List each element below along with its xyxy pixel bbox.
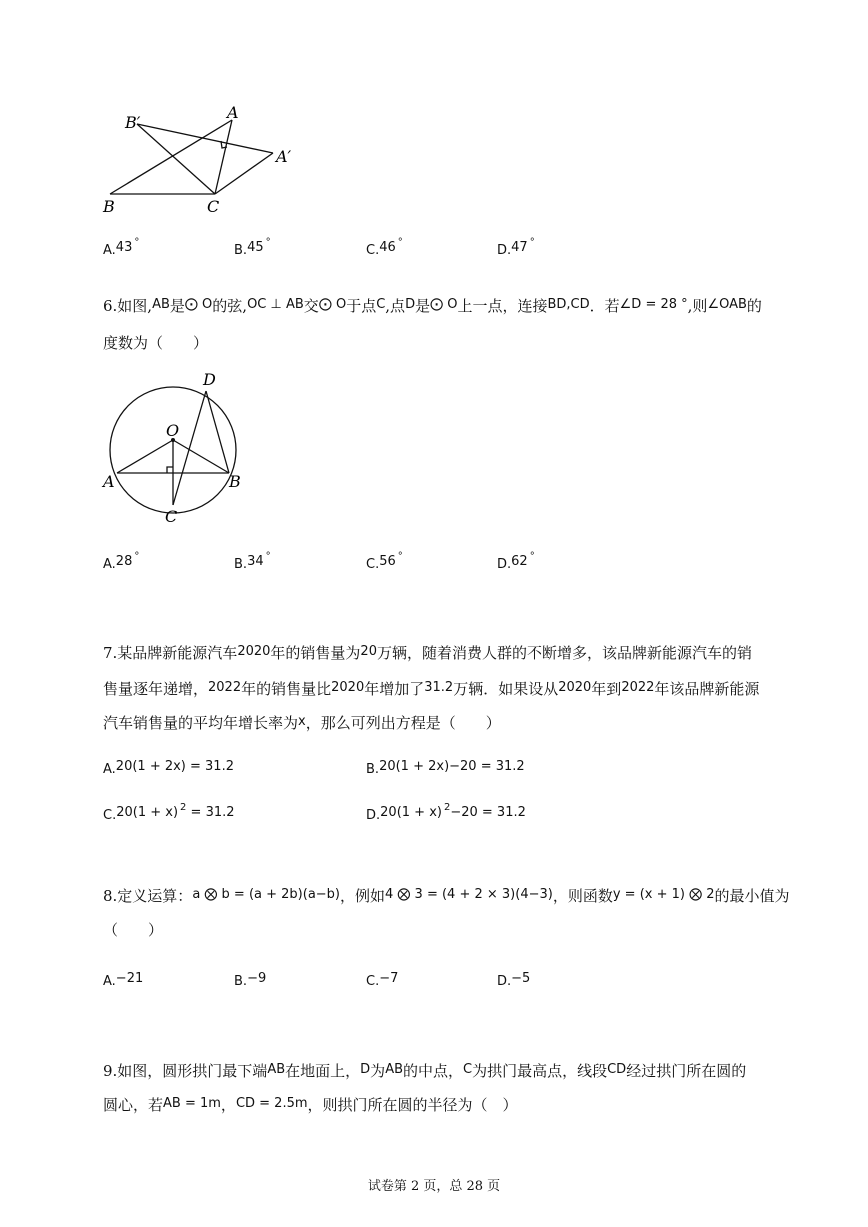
q7-stem-line1: 7.某品牌新能源汽车2020年的销售量为20万辆，随着消费人群的不断增多，该品牌新能源汽车的销 (103, 644, 752, 662)
label-B: B (103, 197, 115, 215)
label-A: A (103, 472, 115, 491)
q8-stem-line1: 8.定义运算：a ⨂ b = (a + 2b)(a−b)，例如4 ⨂ 3 = (4 + 2 × 3)(4−3)，则函数y = (x + 1) ⨂ 2的最小值为 (103, 887, 790, 905)
q5-option-a[interactable]: A.43 ° (103, 237, 140, 258)
q7-option-c[interactable]: C.20(1 + x) $^2$ = 31.2 (103, 802, 235, 823)
q8-option-b[interactable]: B.−9 (234, 971, 267, 989)
q6-option-a[interactable]: A.28 ° (103, 551, 140, 572)
q8-stem-line2: （ ） (103, 921, 164, 939)
segment-BpC (137, 124, 215, 194)
q5-option-c[interactable]: C.46 ° (366, 237, 403, 258)
label-C: C (165, 507, 178, 526)
q6-option-b[interactable]: B.34 ° (234, 551, 271, 572)
q7-stem-line3: 汽车销售量的平均年增长率为x，那么可列出方程是（ ） (103, 714, 501, 732)
q6-stem-line2: 度数为（ ） (103, 334, 209, 352)
segment-AC (215, 120, 232, 194)
q5-option-b[interactable]: B.45 ° (234, 237, 271, 258)
segment-BpAp (137, 124, 273, 153)
page-footer: 试卷第 2 页，总 28 页 (367, 1179, 501, 1194)
q6-option-c[interactable]: C.56 ° (366, 551, 403, 572)
segment-OA (117, 440, 173, 473)
q8-option-d[interactable]: D.−5 (497, 971, 531, 989)
label-Ap: A′ (276, 147, 292, 166)
label-B: B (229, 472, 241, 491)
label-O: O (166, 421, 180, 440)
q7-option-d[interactable]: D.20(1 + x) $^2$−20 = 31.2 (366, 802, 526, 823)
figure-q5-triangles (95, 100, 305, 215)
q7-stem-line2: 售量逐年递增，2022年的销售量比2020年增加了31.2万辆．如果设从2020年到2022年该品牌新能源 (103, 680, 760, 698)
q9-stem-line1: 9.如图，圆形拱门最下端AB在地面上，D为AB的中点，C为拱门最高点，线段CD经过拱门所在圆的 (103, 1062, 747, 1080)
segment-DB (206, 391, 229, 473)
label-Bp: B′ (125, 113, 141, 132)
label-A: A (227, 103, 239, 122)
q6-stem-line1: 6.如图,AB是⨀ O的弦,OC ⊥ AB交⨀ O于点C,点D是⨀ O上一点，连接BD,CD．若∠D = 28 °,则∠OAB的 (103, 297, 762, 315)
q9-stem-line2: 圆心，若AB = 1m，CD = 2.5m，则拱门所在圆的半径为（ ） (103, 1096, 518, 1114)
segment-DC (173, 391, 206, 505)
label-C: C (207, 197, 220, 215)
q8-option-a[interactable]: A.−21 (103, 971, 144, 989)
segment-CAp (215, 153, 273, 194)
q8-option-c[interactable]: C.−7 (366, 971, 399, 989)
label-D: D (203, 370, 216, 389)
q5-option-d[interactable]: D.47 ° (497, 237, 535, 258)
q7-option-b[interactable]: B.20(1 + 2x)−20 = 31.2 (366, 759, 525, 777)
q7-option-a[interactable]: A.20(1 + 2x) = 31.2 (103, 759, 234, 777)
right-angle-mark (167, 467, 173, 473)
figure-q6-circle (95, 365, 255, 530)
q6-option-d[interactable]: D.62 ° (497, 551, 535, 572)
